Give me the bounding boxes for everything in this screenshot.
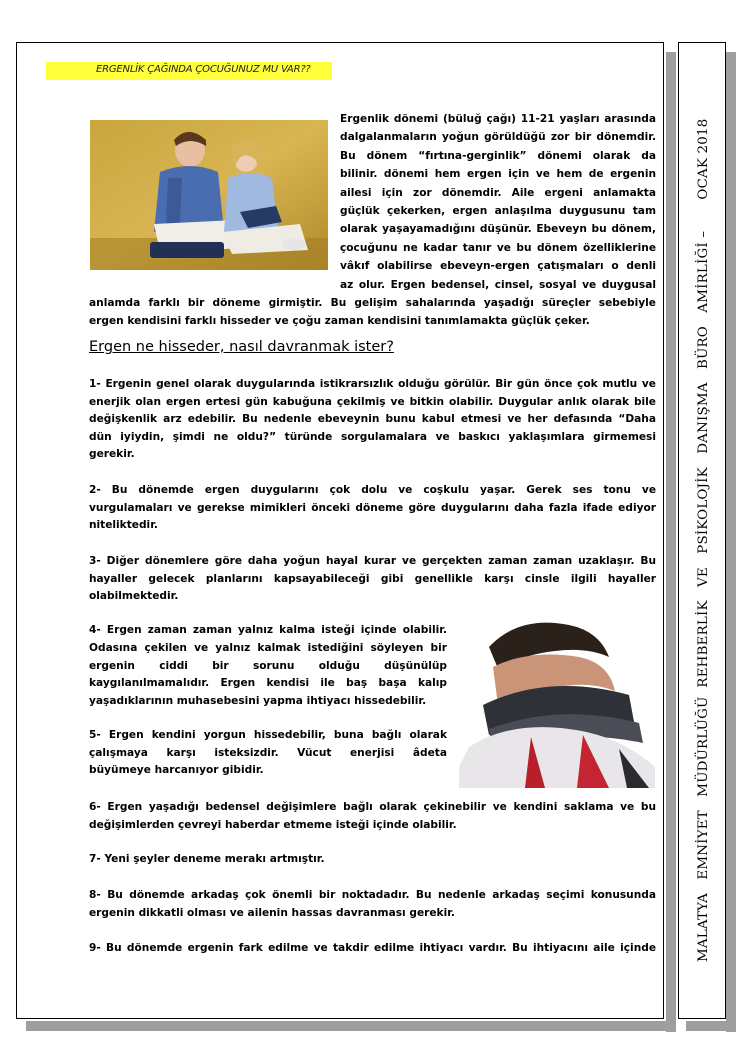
page-title: ERGENLİK ÇAĞINDA ÇOCUĞUNUZ MU VAR?? — [96, 64, 311, 75]
side-banner-text: MALATYA EMNİYET MÜDÜRLÜĞÜ REHBERLİK VE PSİKOLOJİK DANIŞMA BÜRO AMİRLİĞİ – OCAK 2018 — [695, 118, 711, 962]
paragraph-3: 3- Diğer dönemlere göre daha yoğun hayal kurar ve gerçekten zaman zaman uzaklaşır. Bu hayaller gelecek planlarını kapsayabileceği gibi genellikle karşı cinsle ilgili hayaller olabilmektedir. — [89, 555, 656, 603]
intro-text-side: Ergenlik dönemi (büluğ çağı) 11-21 yaşları arasında dalgalanmaların yoğun görüldüğü zor bir dönemdir. Bu dönem “fırtına-gerginlik” dönemi olarak da bilinir. dönemi hem ergen için ve hem de ergenin ailesi için zor dönemdir. Aile ergeni anlamakta güçlük çekerken, ergen anlaşılma duygusunu tam olarak yaşayamadığını düşünür. Ebeveyn bu dönem, çocuğunu ne kadar tanır ve bu dönem özelliklerine vâkıf olabilirse ebeveyn-ergen çatışmaları o denli az olur. Ergen bedensel, cinsel, sosyal ve duygusal — [340, 113, 656, 291]
side-shadow-bottom — [686, 1021, 736, 1031]
page-shadow-bottom — [26, 1021, 676, 1031]
paragraph-6: 6- Ergen yaşadığı bedensel değişimlere bağlı olarak çekinebilir ve kendini saklama ve bu değişimlerden çevreyi haberdar etmeme isteği içinde olabilir. — [89, 801, 656, 831]
paragraph-2: 2- Bu dönemde ergen duygularını çok dolu ve coşkulu yaşar. Gerek ses tonu ve vurgulamaları ve gerekse mimikleri önceki döneme göre duygularını daha fazla ifade ediyor niteliktedir. — [89, 484, 656, 532]
paragraph-1: 1- Ergenin genel olarak duygularında istikrarsızlık olduğu görülür. Bir gün önce çok mutlu ve enerjik olan ergen ertesi gün kabuğuna çekilmiş ve bitkin olabilir. Duygular anlık olarak bile değişkenlik arz edebilir. Bu nedenle ebeveynin bunu kabul etmesi ve her defasında “Daha dün iyiydin, şimdi ne oldu?” türünde sorgulamalara ve baskıcı yaklaşımlara girmemesi gerekir. — [89, 378, 656, 461]
teenagers-photo — [90, 120, 328, 270]
paragraph-8: 8- Bu dönemde arkadaş çok önemli bir noktadadır. Bu nedenle arkadaş seçimi konusunda ergenin dikkatli olması ve ailenin hassas davranması gerekir. — [89, 889, 656, 919]
paragraph-7: 7- Yeni şeyler deneme merakı artmıştır. — [89, 853, 325, 865]
page-shadow-right — [666, 52, 676, 1032]
section-heading: Ergen ne hisseder, nasıl davranmak ister? — [89, 339, 394, 355]
intro-text-full: anlamda farklı bir döneme girmiştir. Bu gelişim sahalarında yaşadığı süreçler sebebiyle ergen kendisini farklı hisseder ve çoğu zaman kendisini tanımlamakta güçlük çeker. — [89, 297, 656, 327]
side-banner — [678, 42, 726, 1019]
paragraph-9: 9- Bu dönemde ergenin fark edilme ve takdir edilme ihtiyacı vardır. Bu ihtiyacını aile içinde — [89, 942, 656, 954]
sad-teen-photo — [459, 617, 655, 788]
paragraph-4: 4- Ergen zaman zaman yalnız kalma isteği içinde olabilir. Odasına çekilen ve yalnız kalmak istediğini söyleyen bir ergenin ciddi bir sorunu olduğu düşünülüp kaygılanılmamalıdır. Ergen kendisi ile baş başa kalıp yaşadıklarının muhasebesini yapma ihtiyacı hissedebilir. — [89, 624, 447, 708]
side-shadow-right — [726, 52, 736, 1032]
paragraph-5: 5- Ergen kendini yorgun hissedebilir, buna bağlı olarak çalışmaya karşı isteksizdir. Vücut enerjisi âdeta büyümeye harcanıyor gibidir. — [89, 729, 447, 777]
